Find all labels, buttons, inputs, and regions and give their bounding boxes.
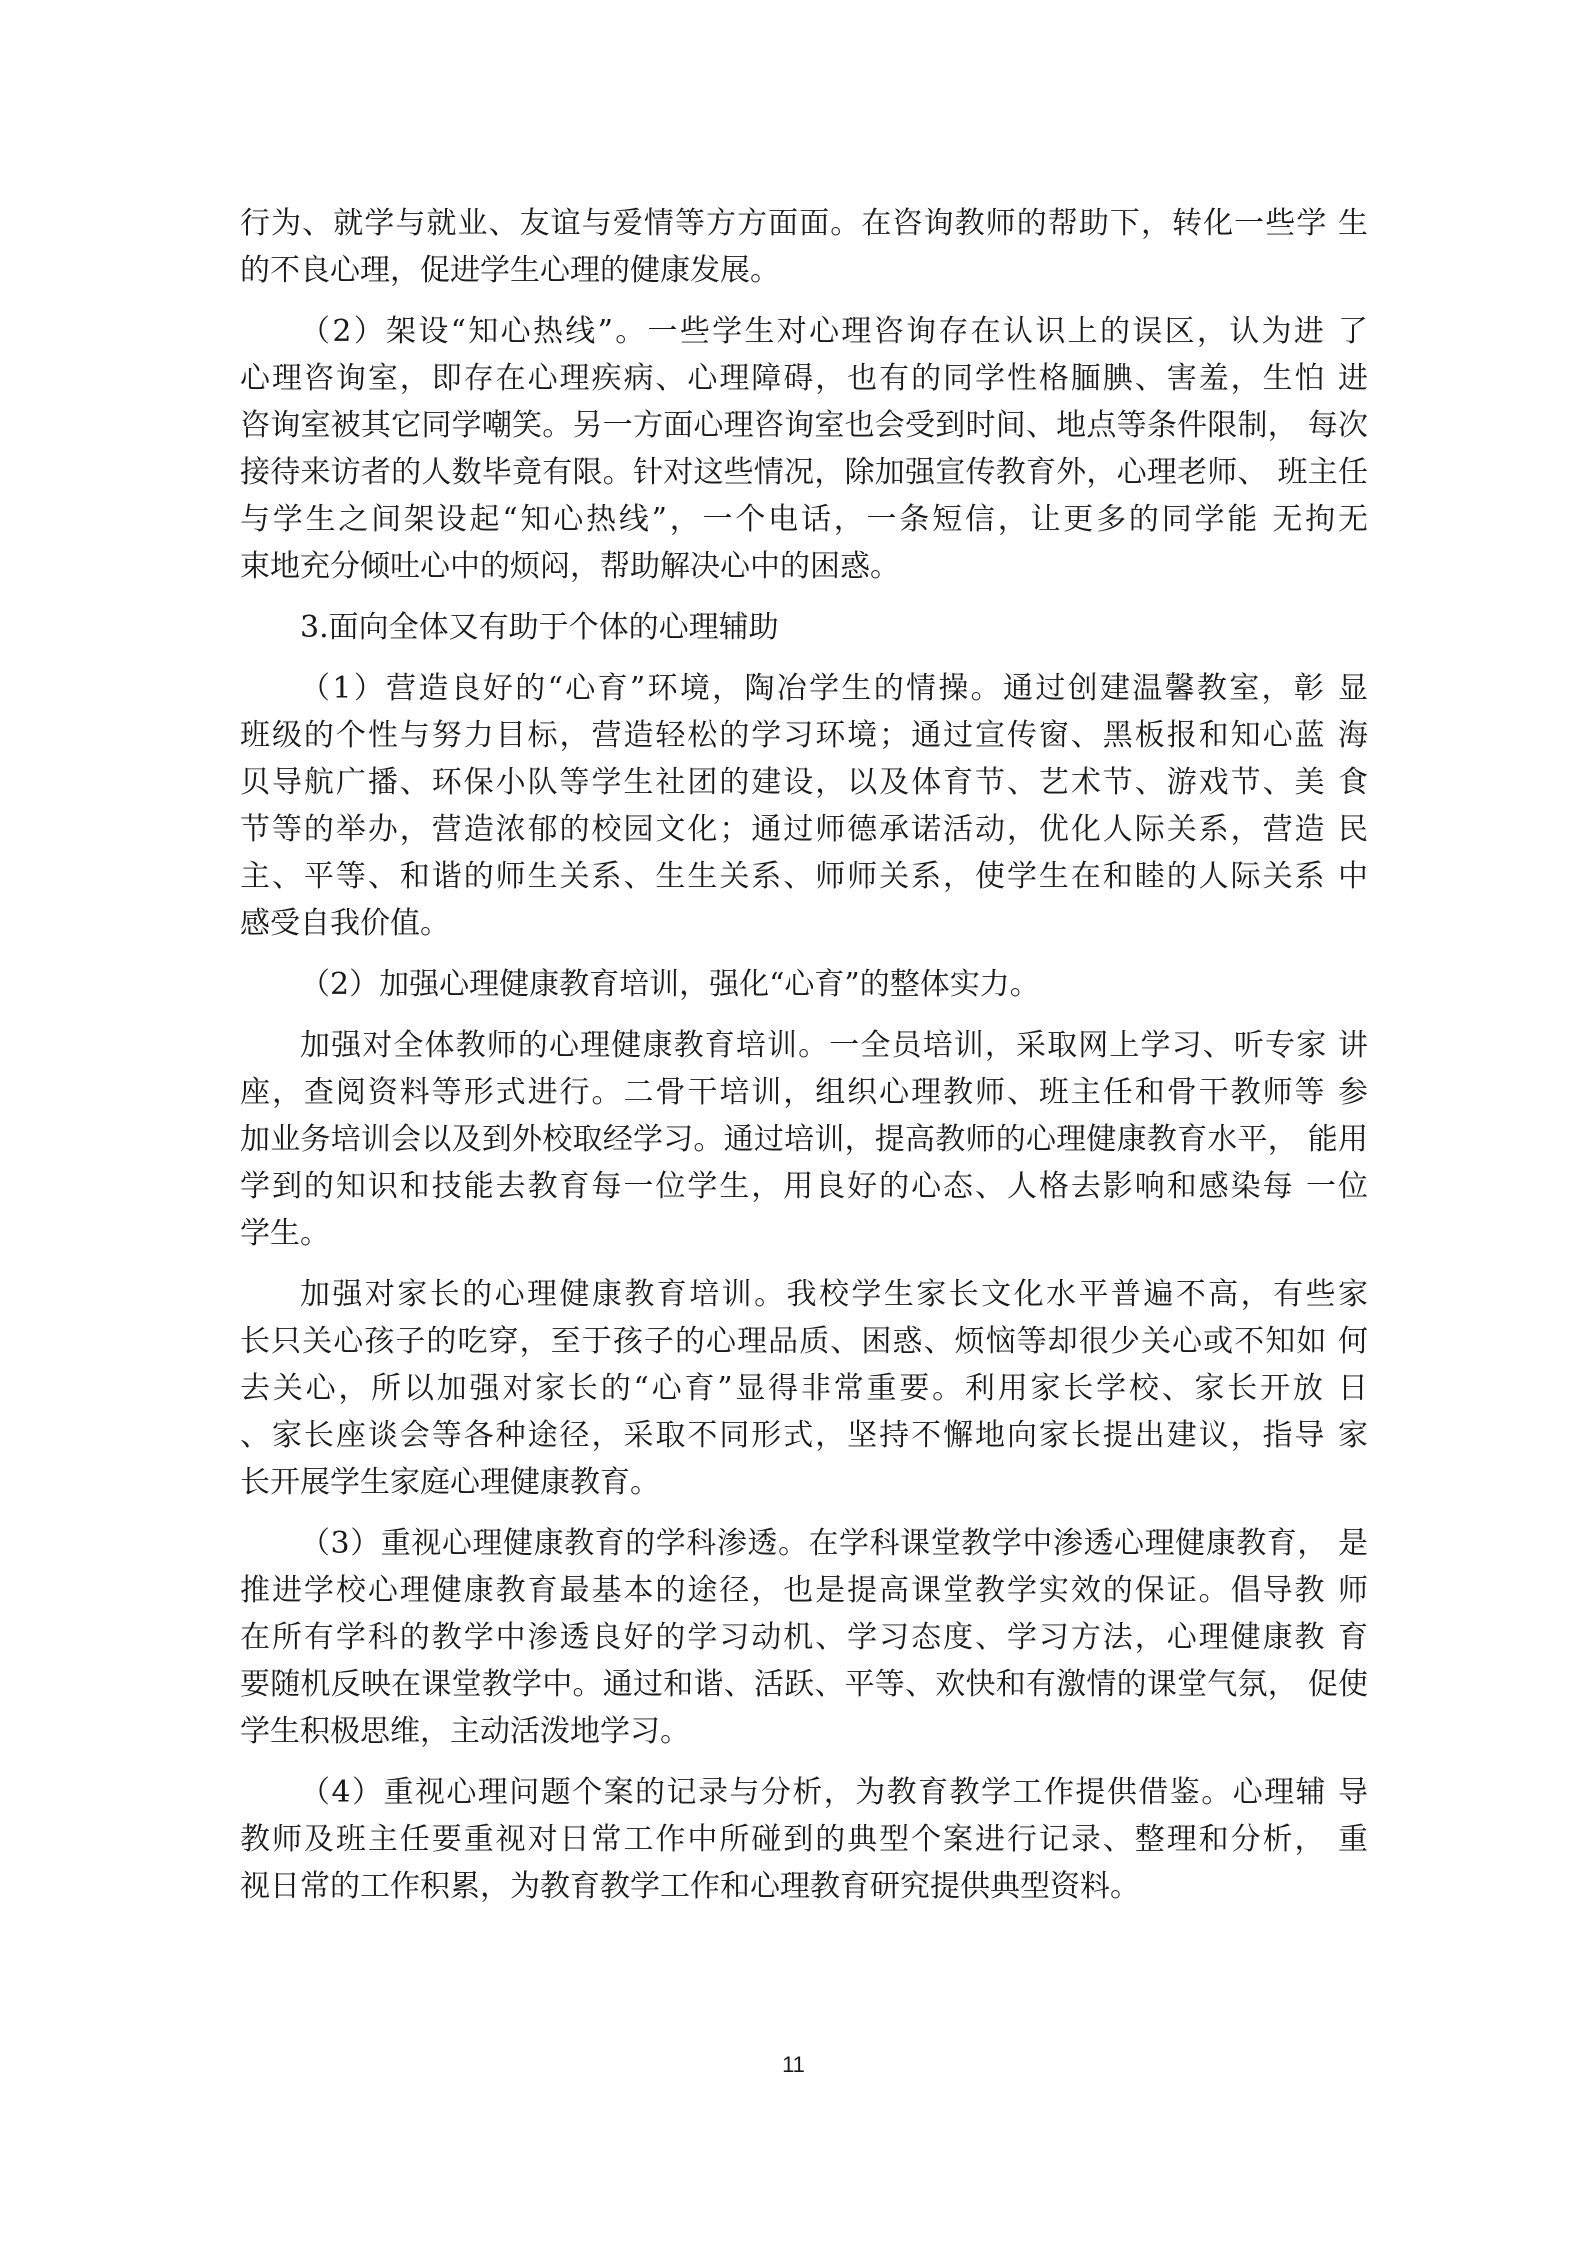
text-line: 加强对全体教师的心理健康教育培训。一全员培训，采取网上学习、听专家 讲 (300, 1028, 1368, 1063)
paragraph (240, 1520, 1368, 1755)
text-line: 贝导航广播、环保小队等学生社团的建设，以及体育节、艺术节、游戏节、美 食 (240, 765, 1368, 800)
text-line: 咨询室被其它同学嘲笑。另一方面心理咨询室也会受到时间、地点等条件限制， 每次 (240, 408, 1368, 443)
text-line: 加强对家长的心理健康教育培训。我校学生家长文化水平普遍不高，有些家 (300, 1277, 1368, 1312)
text-line: 在所有学科的教学中渗透良好的学习动机、学习态度、学习方法，心理健康教 育 (240, 1620, 1368, 1655)
paragraph (240, 1022, 1368, 1257)
text-line: 学到的知识和技能去教育每一位学生，用良好的心态、人格去影响和感染每 一位 (240, 1169, 1368, 1204)
paragraph (240, 604, 1368, 651)
text-line: 3.面向全体又有助于个体的心理辅助 (300, 610, 779, 645)
document-body (240, 200, 1368, 1924)
text-line: 节等的举办，营造浓郁的校园文化；通过师德承诺活动，优化人际关系，营造 民 (240, 812, 1368, 847)
text-line: 的不良心理，促进学生心理的健康发展。 (240, 253, 780, 288)
text-line: 学生积极思维，主动活泼地学习。 (240, 1714, 690, 1749)
page-number: 11 (782, 2052, 805, 2077)
text-line: 行为、就学与就业、友谊与爱情等方方面面。在咨询教师的帮助下，转化一些学 生 (240, 206, 1368, 241)
text-line: 长只关心孩子的吃穿，至于孩子的心理品质、困惑、烦恼等却很少关心或不知如 何 (240, 1324, 1368, 1359)
text-line: 长开展学生家庭心理健康教育。 (240, 1465, 660, 1500)
text-line: 主、平等、和谐的师生关系、生生关系、师师关系，使学生在和睦的人际关系 中 (240, 859, 1368, 894)
text-line: 座，查阅资料等形式进行。二骨干培训，组织心理教师、班主任和骨干教师等 参 (240, 1075, 1368, 1110)
paragraph (240, 665, 1368, 947)
text-line: 心理咨询室，即存在心理疾病、心理障碍，也有的同学性格腼腆、害羞，生怕 进 (240, 361, 1368, 396)
text-line: （2）架设“知心热线”。一些学生对心理咨询存在认识上的误区，认为进 了 (300, 314, 1368, 349)
paragraph (240, 961, 1368, 1008)
text-line: 去关心，所以加强对家长的“心育”显得非常重要。利用家长学校、家长开放 日 (240, 1371, 1368, 1406)
text-line: 学生。 (240, 1216, 330, 1251)
text-line: 班级的个性与努力目标，营造轻松的学习环境；通过宣传窗、黑板报和知心蓝 海 (240, 718, 1368, 753)
paragraph (240, 1271, 1368, 1506)
paragraph (240, 1769, 1368, 1910)
paragraph (240, 200, 1368, 294)
text-line: 、家长座谈会等各种途径，采取不同形式，坚持不懈地向家长提出建议，指导 家 (240, 1418, 1368, 1453)
text-line: （4）重视心理问题个案的记录与分析，为教育教学工作提供借鉴。心理辅 导 (300, 1775, 1368, 1810)
text-line: 加业务培训会以及到外校取经学习。通过培训，提高教师的心理健康教育水平， 能用 (240, 1122, 1368, 1157)
text-line: （1）营造良好的“心育”环境，陶冶学生的情操。通过创建温馨教室，彰 显 (300, 671, 1368, 706)
text-line: 与学生之间架设起“知心热线”，一个电话，一条短信，让更多的同学能 无拘无 (240, 502, 1368, 537)
text-line: 推进学校心理健康教育最基本的途径，也是提高课堂教学实效的保证。倡导教 师 (240, 1573, 1368, 1608)
text-line: 视日常的工作积累，为教育教学工作和心理教育研究提供典型资料。 (240, 1869, 1140, 1904)
text-line: 要随机反映在课堂教学中。通过和谐、活跃、平等、欢快和有激情的课堂气氛， 促使 (240, 1667, 1368, 1702)
text-line: （3）重视心理健康教育的学科渗透。在学科课堂教学中渗透心理健康教育， 是 (300, 1526, 1368, 1561)
text-line: 教师及班主任要重视对日常工作中所碰到的典型个案进行记录、整理和分析， 重 (240, 1822, 1368, 1857)
text-line: 接待来访者的人数毕竟有限。针对这些情况，除加强宣传教育外，心理老师、 班主任 (240, 455, 1368, 490)
text-line: （2）加强心理健康教育培训，强化“心育”的整体实力。 (300, 967, 1040, 1002)
paragraph (240, 308, 1368, 590)
text-line: 感受自我价值。 (240, 906, 450, 941)
text-line: 束地充分倾吐心中的烦闷，帮助解决心中的困惑。 (240, 549, 900, 584)
